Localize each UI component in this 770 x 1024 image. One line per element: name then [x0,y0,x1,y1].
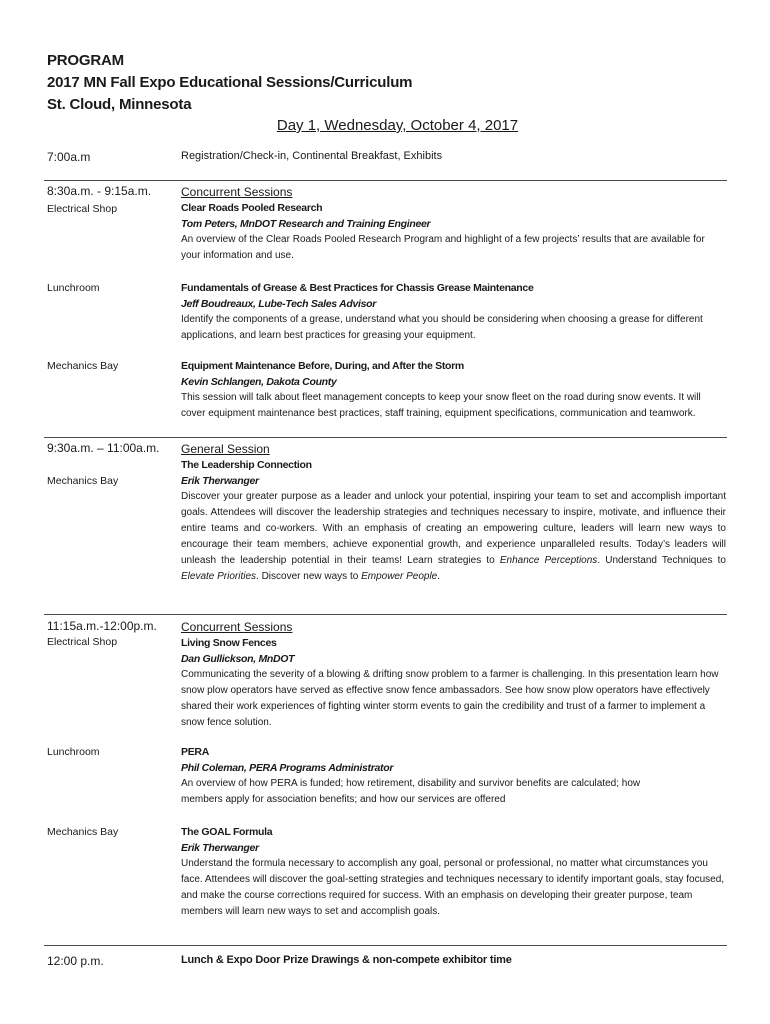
slot-time: 9:30a.m. – 11:00a.m. [47,441,160,455]
session-block [181,744,726,808]
room-label: Lunchroom [47,282,100,294]
room-label: Mechanics Bay [47,475,119,487]
description-text: . Understand Techniques to [597,555,726,566]
session-type-label: Concurrent Sessions [181,185,293,199]
slot-time: 11:15a.m.-12:00p.m. [47,619,157,633]
program-heading: PROGRAM [47,52,124,69]
session-type-label: Concurrent Sessions [181,620,293,634]
divider [44,614,727,615]
session-speaker: Erik Therwanger [181,475,259,487]
session-title: PERA [181,746,209,758]
session-title: Living Snow Fences [181,637,277,649]
room-label: Lunchroom [47,746,100,758]
room-label: Mechanics Bay [47,360,119,372]
registration-text: Registration/Check-in, Continental Breakfast, Exhibits [181,150,443,162]
description-text: . [437,571,441,582]
emphasis-text: Empower People [361,571,438,582]
session-speaker: Tom Peters, MnDOT Research and Training Engineer [181,218,431,230]
session-title: Fundamentals of Grease & Best Practices for Chassis Grease Maintenance [181,282,534,294]
lunch-time: 12:00 p.m. [47,954,104,968]
description-text: Discover your greater purpose as a leader and unlock your potential, inspiring your team to set and accomplish important goals. Attendees will discover the leadership strategies and techniques necessary to inspire, motivate, and influence their entire teams and co-workers. With an emphasis of creating an empowering culture, leaders will learn new ways to encourage their team members, achieve exponential growth, and experience unparalleled results. Today’s leaders will unleash the leadership potential in their teams! Learn strategies to [181,491,726,566]
registration-time: 7:00a.m [47,150,91,164]
session-block [181,619,726,731]
room-label: Electrical Shop [47,203,118,215]
session-description [181,489,726,585]
lunch-text: Lunch & Expo Door Prize Drawings & non-compete exhibitor time [181,954,512,966]
session-description: Communicating the severity of a blowing & drifting snow problem to a farmer is challenging. In this presentation learn how snow plow operators have served as effective snow fence ambassadors. See how snow plow operators have effectively shared their work experiences of fighting winter storm events to gain the credibility and trust of a farmer to implement a snow fence solution. [181,669,719,728]
room-label: Electrical Shop [47,636,118,648]
session-block [181,358,726,422]
session-speaker: Dan Gullickson, MnDOT [181,653,295,665]
session-block [181,824,726,920]
description-text: . Discover new ways to [256,571,362,582]
session-block [181,184,726,264]
session-title: The GOAL Formula [181,826,273,838]
session-description: Identify the components of a grease, understand what you should be considering when choosing a grease for different applications, and learn best practices for greasing your equipment. [181,314,703,341]
divider [44,180,727,181]
divider [44,945,727,946]
session-speaker: Erik Therwanger [181,842,259,854]
session-speaker: Kevin Schlangen, Dakota County [181,376,337,388]
session-block [181,280,726,344]
session-block [181,441,726,585]
session-title: The Leadership Connection [181,459,312,471]
emphasis-text: Enhance Perceptions [499,555,598,566]
session-description: An overview of the Clear Roads Pooled Research Program and highlight of a few projects’ results that are available for your information and use. [181,234,705,261]
document-header [47,50,412,116]
divider [44,437,727,438]
expo-title: 2017 MN Fall Expo Educational Sessions/Curriculum [47,74,413,91]
room-label: Mechanics Bay [47,826,119,838]
session-speaker: Phil Coleman, PERA Programs Administrator [181,762,394,774]
location: St. Cloud, Minnesota [47,96,192,113]
session-description: An overview of how PERA is funded; how retirement, disability and survivor benefits are calculated; how members apply for association benefits; and how our services are offered [181,778,641,805]
day-heading: Day 1, Wednesday, October 4, 2017 [276,117,519,134]
slot-time: 8:30a.m. - 9:15a.m. [47,184,152,198]
session-speaker: Jeff Boudreaux, Lube-Tech Sales Advisor [181,298,377,310]
emphasis-text: Elevate Priorities [181,571,257,582]
session-title: Clear Roads Pooled Research [181,202,323,214]
session-description: Understand the formula necessary to accomplish any goal, personal or professional, no matter what circumstances you face. Attendees will discover the goal-setting strategies and techniques necessary to identify important goals, stay focused, and make the course corrections required for success. With an emphasis on developing their greater purpose, team members will learn new ways to set and accomplish goals. [181,858,725,917]
session-type-label: General Session [181,442,270,456]
session-description: This session will talk about fleet management concepts to keep your snow fleet on the road during snow events. It will cover equipment maintenance best practices, staff training, equipment specifications, communication and teamwork. [181,392,701,419]
session-title: Equipment Maintenance Before, During, and After the Storm [181,360,464,372]
